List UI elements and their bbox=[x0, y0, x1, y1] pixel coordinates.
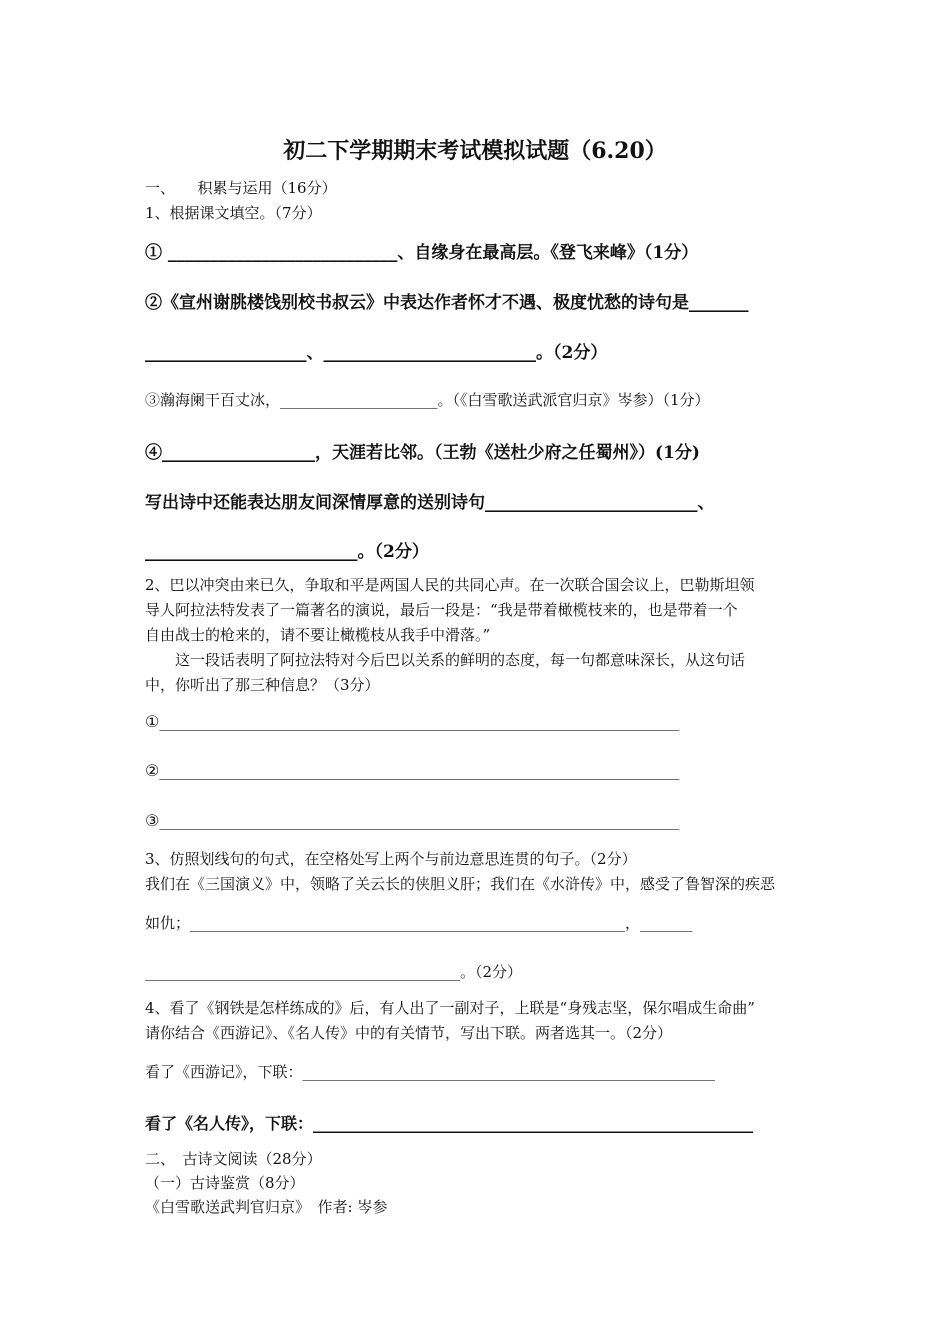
paragraph-line: 请你结合《西游记》、《名人传》中的有关情节，写出下联。两者选其一。（2分） bbox=[145, 1024, 673, 1042]
paragraph-line: 自由战士的枪来的，请不要让橄榄枝从我手中滑落。” bbox=[145, 626, 491, 644]
answer-line: ①_________________________________________________________________ bbox=[145, 712, 680, 731]
fill-blank-line: _________________________。（2分） bbox=[145, 542, 429, 562]
paragraph-line: 中，你听出了那三种信息？（3分） bbox=[145, 676, 380, 694]
section-heading: 二、 古诗文阅读（28分） bbox=[145, 1150, 322, 1168]
paragraph-line: 导人阿拉法特发表了一篇著名的演说，最后一段是：“我是带着橄榄枝来的，也是带着一个 bbox=[145, 601, 738, 619]
question-heading: 1、根据课文填空。（7分） bbox=[145, 204, 322, 222]
answer-line: 看了《名人传》，下联：_______________________________________________________ bbox=[145, 1114, 754, 1133]
paragraph-line: 这一段话表明了阿拉法特对今后巴以关系的鲜明的态度，每一句都意味深长，从这句话 bbox=[145, 651, 746, 669]
paragraph-line: 4、看了《钢铁是怎样练成的》后，有人出了一副对子，上联是“身残志坚，保尔唱成生命曲” bbox=[145, 999, 755, 1017]
question-heading: 3、仿照划线句的句式，在空格处写上两个与前边意思连贯的句子。（2分） bbox=[145, 850, 637, 868]
fill-blank-line: ③瀚海阑干百丈冰，_____________________。（《白雪歌送武派官归京》岑参）（1分） bbox=[145, 391, 710, 409]
answer-line: 看了《西游记》，下联：_______________________________________________________ bbox=[145, 1063, 716, 1081]
poem-title-line: 《白雪歌送武判官归京》 作者: 岑参 bbox=[145, 1198, 388, 1216]
fill-blank-line: ___________________、_________________________。（2分） bbox=[145, 343, 608, 363]
section-heading: 一、 积累与运用（16分） bbox=[145, 179, 337, 197]
paragraph-line: 2、巴以冲突由来已久，争取和平是两国人民的共同心声。在一次联合国会议上，巴勒斯坦领 bbox=[145, 576, 755, 594]
paragraph-line: 我们在《三国演义》中，领略了关云长的侠胆义肝；我们在《水浒传》中，感受了鲁智深的疾恶 bbox=[145, 875, 776, 893]
fill-blank-line: ②《宣州谢朓楼饯别校书叔云》中表达作者怀才不遇、极度忧愁的诗句是_______ bbox=[145, 293, 749, 313]
answer-line: __________________________________________。（2分） bbox=[145, 963, 523, 981]
fill-blank-line: ① ___________________________、自缘身在最高层。《登飞来峰》（1分） bbox=[145, 243, 699, 263]
answer-line: 如仇；__________________________________________________________，_______ bbox=[145, 914, 693, 932]
answer-line: ②_________________________________________________________________ bbox=[145, 761, 680, 780]
fill-blank-line: 写出诗中还能表达朋友间深情厚意的送别诗句_________________________、 bbox=[145, 493, 715, 513]
answer-line: ③_________________________________________________________________ bbox=[145, 811, 680, 830]
page-title: 初二下学期期末考试模拟试题（6.20） bbox=[283, 138, 667, 164]
subsection-heading: （一）古诗鉴赏（8分） bbox=[145, 1174, 305, 1192]
fill-blank-line: ④__________________，天涯若比邻。（王勃《送杜少府之任蜀州》）(1分) bbox=[145, 443, 700, 463]
